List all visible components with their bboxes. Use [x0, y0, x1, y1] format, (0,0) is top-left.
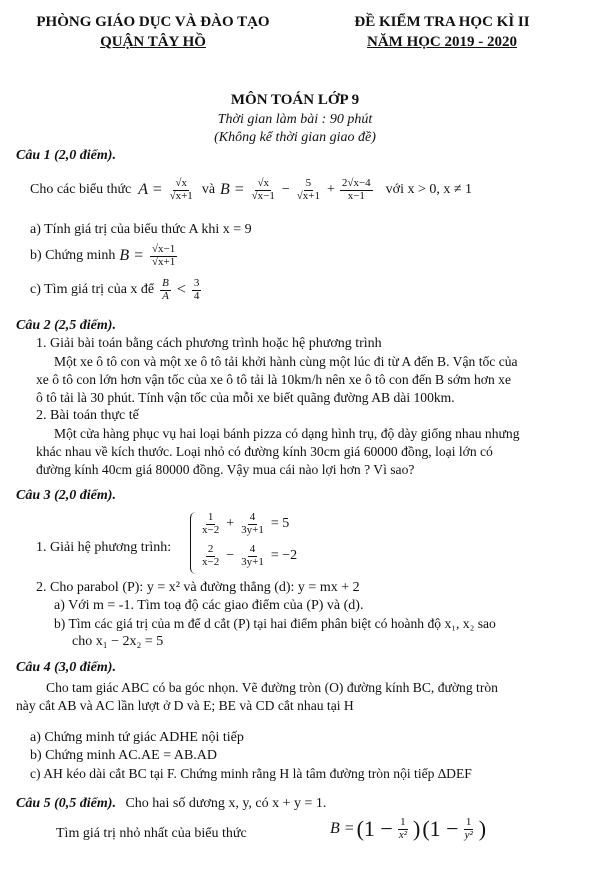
q1-b-term2	[295, 178, 322, 202]
q1-b-term3-den: x−1	[347, 189, 365, 202]
q5-f1-close: )	[413, 816, 421, 841]
q1-c-rnum: 3	[193, 277, 200, 289]
q3-part2-b-line1: b) Tìm các giá trị của m để d cắt (P) tại hai điểm phân biệt có hoành độ x₁, x₂ sao	[54, 616, 496, 631]
q4-part-b: b) Chứng minh AC.AE = AB.AD	[30, 748, 217, 763]
q3-e1-frac1	[200, 512, 221, 536]
q1-b-minus: −	[281, 182, 290, 198]
q1-b-term3-num: 2√x−4	[341, 177, 371, 189]
exam-note: (Không kể thời gian giao đề)	[214, 130, 376, 145]
header-district: QUẬN TÂY HỒ	[100, 34, 206, 50]
q5-heading: Câu 5 (0,5 điểm).	[16, 796, 116, 811]
q2-part2-line3: đường kính 40cm giá 80000 đồng. Vậy mua cái nào lợi hơn ? Vì sao?	[36, 462, 415, 477]
q3-e2-op: −	[226, 548, 235, 564]
q1-intro: Cho các biểu thức	[30, 182, 132, 198]
header-school-year: NĂM HỌC 2019 - 2020	[367, 34, 517, 50]
q5-f2-den: y²	[464, 828, 473, 841]
q2-part1-line1: Một xe ô tô con và một xe ô tô tải khởi hành cùng một lúc đi từ A đến B. Vận tốc của	[54, 354, 518, 369]
q3-e1-n2: 4	[249, 511, 256, 523]
q4-heading: Câu 4 (3,0 điểm).	[16, 660, 116, 675]
q1-a-fraction	[168, 178, 195, 202]
q1-b-prove-den: √x+1	[151, 255, 176, 268]
q5-lhs: B =	[330, 820, 355, 837]
q1-b-term1	[250, 178, 277, 202]
q3-e2-d2: 3y+1	[241, 555, 264, 568]
q1-condition: với x > 0, x ≠ 1	[385, 182, 473, 198]
q1-c-text: c) Tìm giá trị của x để	[30, 282, 155, 298]
q3-e1-frac2	[239, 512, 266, 536]
q5-expression	[330, 816, 486, 842]
q5-f2-open: (1 −	[422, 816, 459, 841]
q3-e2-n2: 4	[249, 543, 256, 555]
q1-b-prove-fraction	[150, 244, 177, 268]
q1-a-lhs: A =	[138, 181, 163, 199]
q5-task: Tìm giá trị nhỏ nhất của biểu thức	[56, 826, 247, 841]
q3-e1-d2: 3y+1	[241, 523, 264, 536]
q5-f1-den: x²	[398, 828, 407, 841]
q3-e2-n1: 2	[207, 543, 214, 555]
q3-part2: 2. Cho parabol (P): y = x² và đường thẳng (d): y = mx + 2	[36, 580, 360, 595]
q1-part-a: a) Tính giá trị của biểu thức A khi x = 9	[30, 222, 252, 237]
q5-f2-close: )	[478, 816, 487, 841]
q2-part1-title: 1. Giải bài toán bằng cách phương trình hoặc hệ phương trình	[36, 336, 382, 351]
q3-system-brace	[190, 512, 196, 574]
q4-line1: Cho tam giác ABC có ba góc nhọn. Vẽ đường tròn (O) đường kính BC, đường tròn	[46, 680, 498, 695]
q1-b-text: b) Chứng minh	[30, 248, 116, 264]
q3-e1-rhs: = 5	[270, 516, 290, 532]
q2-part2-line2: khác nhau về kích thước. Loại nhỏ có đường kính 30cm giá 60000 đồng, loại lớn có	[36, 444, 493, 459]
q1-part-c	[30, 278, 203, 302]
q5-f2-num: 1	[465, 815, 472, 828]
q1-b-prove-num: √x−1	[151, 243, 176, 255]
q1-heading: Câu 1 (2,0 điểm).	[16, 148, 116, 163]
q1-a-numerator: √x	[175, 177, 187, 189]
q1-c-fraction-34	[192, 278, 202, 302]
q3-e1-n1: 1	[207, 511, 214, 523]
q2-part2-line1: Một cửa hàng phục vụ hai loại bánh pizza có dạng hình trụ, độ dày giống nhau nhưng	[54, 426, 520, 441]
exam-subject: MÔN TOÁN LỚP 9	[230, 92, 360, 108]
q2-part1-line3: ô tô tải là 30 phút. Tính vận tốc của mỗi xe biết quãng đường AB dài 100km.	[36, 390, 455, 405]
q1-c-rden: 4	[193, 289, 200, 302]
q3-e2-frac1	[200, 544, 221, 568]
q1-c-num: B	[162, 277, 169, 289]
q1-b-term1-num: √x	[257, 177, 269, 189]
q3-system-label: 1. Giải hệ phương trình:	[36, 540, 172, 555]
q4-line2: này cắt AB và AC lần lượt ở D và E; BE và CD cắt nhau tại H	[16, 698, 354, 713]
q1-b-lhs: B =	[220, 181, 245, 199]
header-exam-title: ĐỀ KIỂM TRA HỌC KÌ II	[354, 14, 530, 30]
q1-c-fraction-ba	[160, 278, 171, 302]
q1-b-prove-lhs: B =	[119, 247, 144, 265]
q3-heading: Câu 3 (2,0 điểm).	[16, 488, 116, 503]
q3-e1-op: +	[226, 516, 235, 532]
q1-a-denominator: √x+1	[169, 189, 193, 202]
q1-part-b	[30, 244, 179, 268]
q3-part2-b-line2: cho x₁ − 2x₂ = 5	[72, 634, 164, 649]
q5-f1-fraction	[397, 817, 409, 841]
q3-part2-a: a) Với m = -1. Tìm toạ độ các giao điểm của (P) và (d).	[54, 598, 364, 613]
q1-c-den: A	[162, 289, 169, 302]
q3-e2-d1: x−2	[202, 555, 220, 568]
q1-c-less-than: <	[176, 281, 186, 299]
exam-duration: Thời gian làm bài : 90 phút	[217, 112, 373, 127]
q5-f2-fraction	[463, 817, 475, 841]
q1-b-term2-num: 5	[305, 177, 312, 189]
q5-intro: Cho hai số dương x, y, có x + y = 1.	[125, 796, 327, 811]
q1-b-term2-den: √x+1	[296, 189, 321, 202]
q3-e2-rhs: = −2	[270, 548, 298, 564]
q1-b-plus: +	[327, 182, 335, 198]
q3-e2-frac2	[239, 544, 266, 568]
q2-part2-title: 2. Bài toán thực tế	[36, 408, 139, 423]
q1-expressions	[30, 178, 472, 202]
q3-equation-2	[198, 544, 297, 568]
q4-part-a: a) Chứng minh tứ giác ADHE nội tiếp	[30, 730, 244, 745]
q1-b-term3	[340, 178, 373, 202]
q3-equation-1	[198, 512, 289, 536]
header-department: PHÒNG GIÁO DỤC VÀ ĐÀO TẠO	[36, 14, 270, 30]
q4-part-c: c) AH kéo dài cắt BC tại F. Chứng minh rằng H là tâm đường tròn nội tiếp ∆DEF	[30, 766, 472, 781]
q5-f1-num: 1	[400, 815, 406, 828]
q3-e1-d1: x−2	[202, 523, 220, 536]
q5-header-row	[16, 796, 326, 812]
q2-part1-line2: xe ô tô con lớn hơn vận tốc của xe ô tô tải là 10km/h nên xe ô tô con đến B sớm hơn xe	[36, 372, 511, 387]
q1-b-term1-den: √x−1	[251, 189, 275, 202]
q2-heading: Câu 2 (2,5 điểm).	[16, 318, 116, 333]
q1-and: và	[201, 182, 216, 198]
q5-f1-open: (1 −	[356, 816, 393, 841]
